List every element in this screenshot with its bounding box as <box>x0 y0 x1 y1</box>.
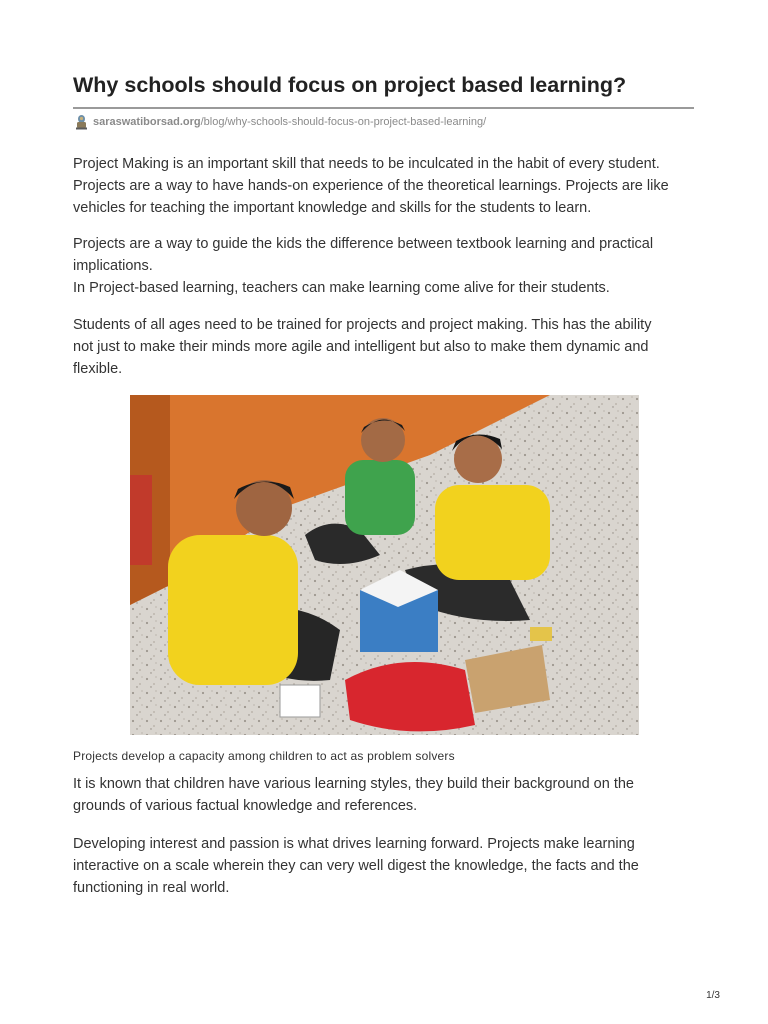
paragraph-1 <box>73 153 703 219</box>
children-working-on-project-illustration <box>130 395 639 735</box>
paragraph-line: implications. <box>73 258 153 274</box>
paragraph-line: grounds of various factual knowledge and references. <box>73 798 418 814</box>
paragraph-line: It is known that children have various learning styles, they build their background on the <box>73 776 634 792</box>
paragraph-line: vehicles for teaching the important knowledge and skills for the students to learn. <box>73 200 592 216</box>
page-number: 1/3 <box>706 990 720 1001</box>
paragraph-5 <box>73 833 703 899</box>
site-logo-icon <box>75 114 88 130</box>
paragraph-line: Projects are a way to guide the kids the difference between textbook learning and practical <box>73 236 654 252</box>
page-title: Why schools should focus on project based learning? <box>73 73 627 97</box>
paragraph-line: flexible. <box>73 361 123 377</box>
paragraph-line: interactive on a scale wherein they can very well digest the knowledge, the facts and the <box>73 858 639 874</box>
paragraph-line: Developing interest and passion is what drives learning forward. Projects make learning <box>73 836 635 852</box>
paragraph-line: Students of all ages need to be trained for projects and project making. This has the ability <box>73 317 652 333</box>
title-divider <box>73 107 694 109</box>
paragraph-line: In Project-based learning, teachers can make learning come alive for their students. <box>73 280 610 296</box>
paragraph-4 <box>73 773 703 817</box>
paragraph-line: Project Making is an important skill that needs to be inculcated in the habit of every student. <box>73 156 660 172</box>
source-domain[interactable]: saraswatiborsad.org <box>93 116 201 128</box>
paragraph-2 <box>73 233 703 299</box>
paragraph-line: not just to make their minds more agile and intelligent but also to make them dynamic and <box>73 339 649 355</box>
source-url[interactable] <box>75 113 486 131</box>
paragraph-line: functioning in real world. <box>73 880 230 896</box>
source-path[interactable]: /blog/why-schools-should-focus-on-project-based-learning/ <box>200 116 487 128</box>
paragraph-3 <box>73 314 703 380</box>
paragraph-line: Projects are a way to have hands-on experience of the theoretical learnings. Projects are like <box>73 178 669 194</box>
article-photo <box>130 395 639 735</box>
image-caption: Projects develop a capacity among children to act as problem solvers <box>73 749 455 763</box>
